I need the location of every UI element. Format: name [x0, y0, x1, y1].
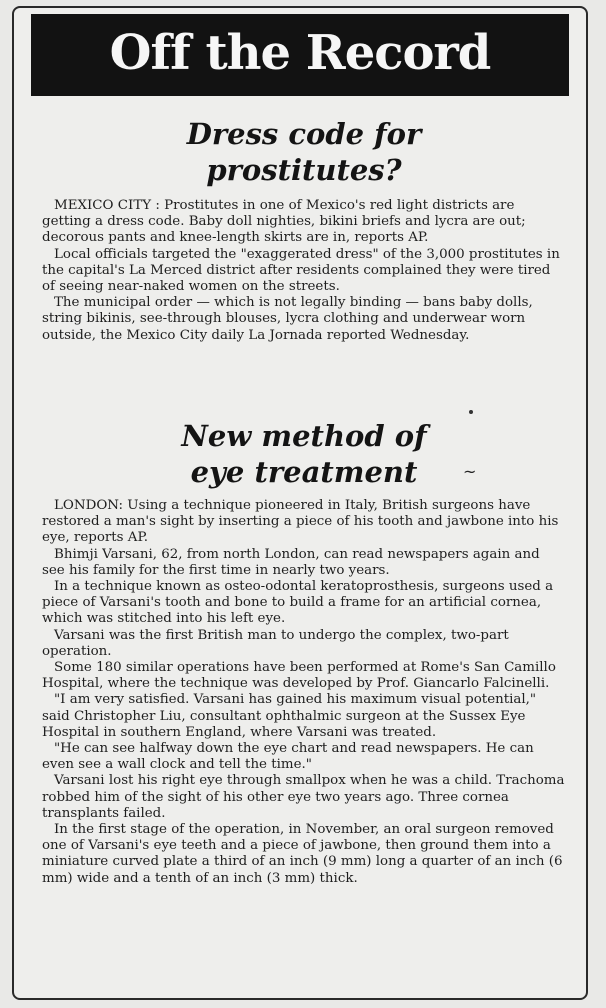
print-mark: ~: [463, 462, 477, 481]
article-paragraph: Some 180 similar operations have been performed at Rome's San Camillo Hospital, where the technique was developed by Prof. Giancarlo Falcinelli.: [42, 660, 556, 692]
article-paragraph: In a technique known as osteo-odontal keratoprosthesis, surgeons used a piece of Varsani's tooth and bone to build a frame for an artificial cornea, which was stitched into his left eye.: [42, 579, 554, 627]
section-banner: [31, 14, 569, 96]
headline-line: Dress code for: [186, 117, 422, 151]
article-eye-treatment: [42, 418, 566, 887]
headline-line: New method of: [181, 419, 427, 453]
article-paragraph: Local officials targeted the "exaggerated dress" of the 3,000 prostitutes in the capital's La Merced district after residents complained they were tired of seeing near-naked women on the streets.: [42, 246, 560, 295]
article-dress-code: [42, 116, 566, 344]
article-paragraph: Varsani lost his right eye through smallpox when he was a child. Trachoma robbed him of the sight of his other eye two years ago. Three cornea transplants failed.: [42, 773, 565, 821]
article-paragraph: The municipal order — which is not legally binding — bans baby dolls, string bikinis, see-through blouses, lycra clothing and underwear worn outside, the Mexico City daily La Jornada reported Wednesday.: [42, 295, 533, 343]
article-paragraph: "He can see halfway down the eye chart and read newspapers. He can even see a wall clock and tell the time.": [42, 741, 534, 773]
section-title: Off the Record: [109, 25, 491, 81]
article-headline: [42, 418, 566, 490]
article-paragraph: MEXICO CITY : Prostitutes in one of Mexico's red light districts are getting a dress code. Baby doll nighties, bikini briefs and lycra are out; decorous pants and knee-length skirts are in, reports AP.: [42, 198, 526, 246]
article-paragraph: Varsani was the first British man to undergo the complex, two-part operation.: [42, 627, 509, 659]
headline-line: prostitutes?: [206, 153, 402, 187]
headline-line: eye treatment: [190, 455, 418, 489]
article-paragraph: In the first stage of the operation, in November, an oral surgeon removed one of Varsani's eye teeth and a piece of jawbone, then ground them into a miniature curved plate a third of an inch (9 mm) long a quarter of an inch (6 mm) wide and a tenth of an inch (3 mm) thick.: [42, 822, 563, 886]
article-headline: [42, 116, 566, 188]
article-paragraph: Bhimji Varsani, 62, from north London, can read newspapers again and see his family for the first time in nearly two years.: [42, 546, 540, 578]
article-paragraph: "I am very satisfied. Varsani has gained his maximum visual potential," said Christopher Liu, consultant ophthalmic surgeon at the Sussex Eye Hospital in southern England, where Varsani was treated.: [42, 692, 537, 740]
print-speck: [469, 410, 473, 414]
article-paragraph: LONDON: Using a technique pioneered in Italy, British surgeons have restored a man's sight by inserting a piece of his tooth and jawbone into his eye, reports AP.: [42, 498, 559, 546]
